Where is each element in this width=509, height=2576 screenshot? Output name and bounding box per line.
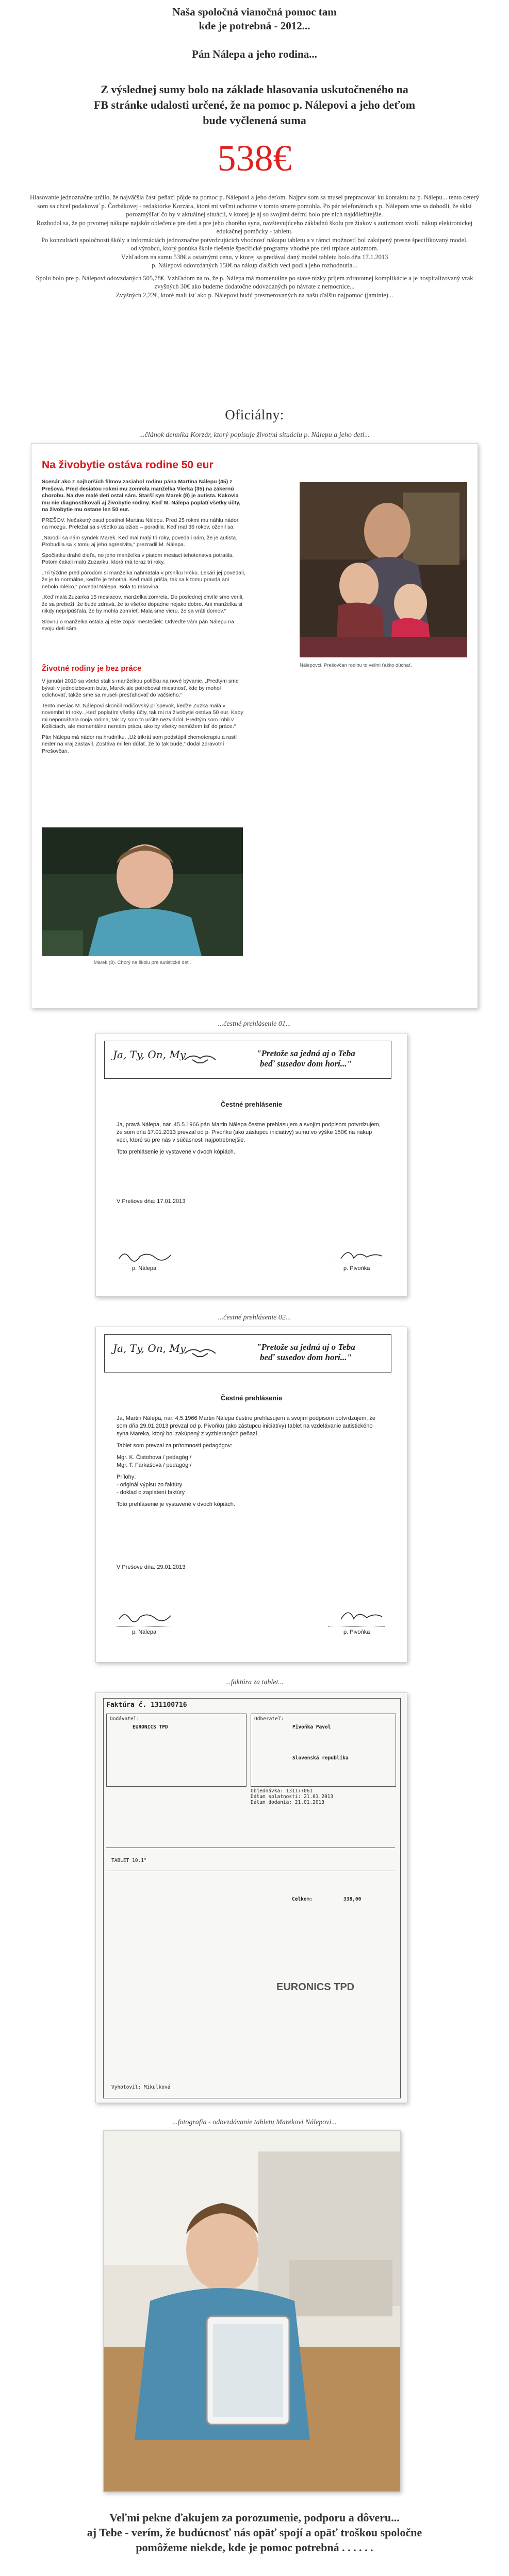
signature2-image <box>338 1605 385 1623</box>
invoice-footer: Vyhotovil: Mikulková <box>111 2084 171 2090</box>
declaration2-caption: ...čestné prehlásenie 02... <box>218 1314 291 1321</box>
amount: 538€ <box>217 138 292 179</box>
declaration2-document <box>95 1327 407 1663</box>
family-photo <box>300 482 467 657</box>
page-title-line1: Naša spoločná vianočná pomoc tam <box>172 6 337 18</box>
declaration2-name: Mgr. T. Farkašová / pedagóg / <box>117 1462 192 1468</box>
body-paragraph: Spolu bolo pre p. Nálepovi odovzdaných 505,78€. Vzhľadom na to, že p. Nálepa má momentálne po stave nízky príjem zdravotnej komplikácie a je hospitalizovaný vrak zvyšných 30€ ako budeme dodatočne odovzdaných po návrate z nemocnice... <box>36 274 473 290</box>
article-caption: ...článok denníka Korzár, ktorý popisuje životnú situáciu p. Nálepu a jeho detí... <box>139 431 370 439</box>
buyer-box <box>251 1714 396 1787</box>
declaration2-signer2: p. Pivoňka <box>343 1629 370 1635</box>
declaration1-text <box>117 1121 385 1160</box>
declaration2-header-box <box>104 1334 391 1372</box>
article-title: Na živobytie ostáva rodine 50 eur <box>42 459 214 471</box>
invoice-row-item: TABLET 10.1" <box>111 1858 147 1863</box>
article-paragraph: „Narodil sa nám syndek Marek. Keď mal malý tri roky, povedali nám, že je autista. Probudila sa k tomu aj jeho agresivita,“ prezradil M. Nálepa. <box>42 534 238 548</box>
invoice-stamp: EURONICS TPD <box>276 1981 355 1993</box>
article-clipping <box>31 443 478 1008</box>
body-paragraph: Hlasovanie jednoznačne určilo, že najväčšia časť peňazí pôjde na pomoc p. Nálepovi a jeho deťom. Najprv som sa musel prepracovať ku kontaktu na p. Nálepu... tento ceterý som sa chcel podakovať p. Čorbákovej - redaktorke Korzára, ktorá mi veľmi ochotne v tomto smere pomohla. Po pár telefonátoch s p. Nálepom sme sa dohodli, že sklsí porozmýšľať čo by v aktuálnej situácii, v ktorej je aj so svojimi deťmi bolo pre nich najdôležitejšie. <box>30 194 479 218</box>
marek-photo <box>42 827 243 956</box>
article-subheading: Životné rodiny je bez práce <box>42 664 142 673</box>
body-paragraph: Rozhodol sa, že po prvotnej nákupe najskôr oblečenie pre deti a pre jeho chorého syna, navštevujúceho základnú školu pre žiakov s autizmom zvolil nákup elektronickej edukačnej pomôcky - tabletu. <box>36 219 473 235</box>
signature1-image <box>117 1608 173 1623</box>
handover-photo <box>103 2130 401 2492</box>
body-paragraph: Zvyšných 2,22€, ktoré mali ísť ako p. Nálepovi budú presmerovaných na našu ďalšiu najpomoc (jaminie)... <box>116 291 393 299</box>
invoice-date-line: Dátum splatnosti: 21.01.2013 <box>251 1794 334 1800</box>
article-paragraph: Spočiatku drahé dieťa, no jeho manželka v piatom mesiaci tehotenstva potratila. Potom čakali malú Zuzanku, ktorá má teraz tri roky. <box>42 552 234 565</box>
declaration2-text3: Toto prehlásenie je vystavené v dvoch kópiách. <box>117 1501 235 1507</box>
declaration2-place-date: V Prešove dňa: 29.01.2013 <box>117 1564 186 1570</box>
article-column-2 <box>42 678 245 758</box>
invoice-document <box>95 1692 407 2103</box>
marek-photo-caption: Marek (8). Chorý na školu pre autistické deti. <box>93 960 191 965</box>
declaration1-header-box <box>104 1041 391 1079</box>
body-paragraph: od výrobcu, ktorý ponúka škole riešenie špecifické programy vhodné pre deti trpiace autizmom. <box>130 245 379 252</box>
body-paragraph: p. Nálepovi odovzdaných 150€ na nákup ďalších vecí podľa jeho rozhodnutia... <box>152 262 357 269</box>
declaration1-place-date: V Prešove dňa: 17.01.2013 <box>117 1198 186 1205</box>
invoice-caption: ...faktúra za tablet... <box>225 1679 284 1686</box>
declaration2-motto: "Pretože sa jedná aj o Teba beď susedov dom horí..." <box>256 1342 355 1362</box>
article-column-1 <box>42 479 245 636</box>
closing-line2: aj Tebe - verím, že budúcnosť nás opäť spojí a opäť troškou spoločne <box>87 2526 422 2539</box>
closing-line3: pomôžeme niekde, kde je pomoc potrebná . . . . . . <box>136 2541 373 2554</box>
declaration2-name: Mgr. K. Čistohova / pedagóg / <box>117 1454 191 1461</box>
body-paragraph: Vzhľadom na sumu 538€ a ostatnými cenu, v ktorej sa predával daný model tabletu bolo dňa 17.1.2013 <box>121 253 388 261</box>
signature2-image <box>338 1246 385 1262</box>
intro-line3: bude vyčlenená suma <box>203 114 306 127</box>
declaration2-text1: Ja, Martin Nálepa, nar. 4.5.1966 Martin Nálepa čestne prehlasujem a svojím podpisom potvrdzujem, že som dňa 29.01.2013 prevzal od p. Pivoňku (ako zástupcu iniciatívy) tablet na vzdelávanie autistického syna Mareka, ktorý bol zakúpený z vyzbieraných peňazí. <box>117 1415 375 1437</box>
handshake-icon <box>182 1050 218 1066</box>
signature1-image <box>117 1247 173 1263</box>
declaration1-signer1: p. Nálepa <box>132 1265 157 1272</box>
family-photo-caption: Nálepovci. Prešovčan rodinu to veľmi ťažko dúchať. <box>300 663 412 668</box>
article-lead: Scenár ako z najhorších filmov zasiahol rodinu pána Martina Nálepu (45) z Prešova. Pred desiatou rokmi mu zomrela manželka Vierka (35) na zákernú chorobu. Na dve malé deti ostal sám. Starší syn Marek (8) je autista. Kakovia mu nie diagnostikovali aj živobytie rodiny. Keď M. Nálepa poplatí všetky účty, na živobytie mu ostane len 50 eur. <box>42 479 241 513</box>
article-paragraph: „Tri týždne pred pôrodom si manželka nahmatala v prsníku hrčku. Lekári jej povedali, že je to normálne, keďže je tehotná. Keď malá prišla, tak sa k tomu pravda ani nebolo mleko,“ povedal Nálepa. Bola to rakovina. <box>42 569 245 590</box>
declaration2-priloha: - originál výpisu zo faktúry <box>117 1482 183 1488</box>
article-paragraph: PREŠOV. Nečakaný osud postihol Martina Nálepu. Pred 25 rokmi mu náhlu nádor na mozgu. Preležal sa s všetko za ožiab – poradila. Keď mal 36 rokov, oženil sa. <box>42 517 239 530</box>
declaration1-motto: "Pretože sa jedná aj o Teba beď susedov dom horí..." <box>256 1048 355 1069</box>
invoice-total: 338,00 <box>343 1896 362 1902</box>
article-paragraph: V januári 2010 sa všetci stali s manželkou políčku na nové bývanie. „Predtým sme bývali v jednoizbovom bute, Marek ale potreboval miestnosť, kde by mohol odichovať, takže sme sa museli presťahovať do väčšieho.“ <box>42 678 239 698</box>
article-paragraph: Pán Nálepa má nádor na hrudníku. „Už trikrát som podstúpil chemoterapiu a rastí neder na vraj zastavil. Zostáva mi len dúfať, že to tak bude,“ dodal zdravotní Prešovčan. <box>42 734 237 754</box>
buyer-name: Pivoňka Pavol <box>292 1724 331 1730</box>
page-subtitle: Pán Nálepa a jeho rodina... <box>192 48 317 60</box>
intro-line2: FB stránke udalosti určené, že na pomoc p. Nálepovi a jeho deťom <box>93 98 416 111</box>
declaration2-prilohy-label: Prílohy: <box>117 1474 136 1480</box>
buyer-label: Odberateľ: <box>254 1716 284 1722</box>
closing-text <box>0 2510 509 2555</box>
invoice-date-line: Dátum dodania: 21.01.2013 <box>251 1800 324 1805</box>
article-paragraph: Tento mesiac M. Nálepovi skončil rodičovský príspevok, keďže Zuzka malá v novembri tri roky. „Keď poplatím všetky účty, tak mi na živobytie ostáva 50 eur. Kaby mi nepomáhala moja rodina, tak by som to určite nezvládol. Predtým som robil v Košiciach, ale momentálne nemám prácu, ako by všetky nemôžem ísť do práce.“ <box>42 702 243 730</box>
supplier-box <box>106 1714 247 1787</box>
page-title-line2: kde je potrebná - 2012... <box>199 20 310 32</box>
declaration1-document <box>95 1033 407 1297</box>
article-paragraph: „Keď malá Zuzanka 15 mesiacov, manželka zomrela. Do poslednej chvíle sme verili, že sa prebeží, že bude zdravá, že to všetko dopadne nejako dobre. Ani manželka si nikdy nepripúšťala, že by mohla zomrieť. Mala sme vieru, že sa vráti domov.“ <box>42 594 244 614</box>
invoice-date-line: Objednávka: 131177061 <box>251 1788 313 1794</box>
declaration1-logo: Ja, Ty, On, My <box>113 1048 186 1061</box>
body-paragraph: Po konzultácii spoločnosti škôly a informáciách jednoznačne potvrdzujúcich vhodnosť nákupu tabletu a v rámci možností bol zakúpený presne špecifikovaný model, <box>41 236 468 244</box>
official-heading: Oficiálny: <box>225 407 284 422</box>
declaration1-signer2: p. Pivoňka <box>343 1265 370 1272</box>
intro-line1: Z výslednej sumy bolo na základe hlasovania uskutočneného na <box>101 83 408 96</box>
declaration1-text2: Toto prehlásenie je vystavené v dvoch kópiách. <box>117 1149 235 1155</box>
invoice-title: Faktúra č. 131100716 <box>106 1701 187 1709</box>
buyer-country: Slovenská republika <box>292 1755 349 1761</box>
body-text <box>28 193 481 299</box>
closing-line1: Veľmi pekne ďakujem za porozumenie, podporu a dôveru... <box>109 2511 400 2524</box>
declaration1-title: Čestné prehlásenie <box>220 1100 283 1108</box>
supplier-name: EURONICS TPD <box>133 1724 168 1730</box>
declaration2-signer1: p. Nálepa <box>132 1629 157 1635</box>
declaration2-priloha: - doklad o zaplatení faktúry <box>117 1489 185 1496</box>
declaration2-title: Čestné prehlásenie <box>220 1394 283 1402</box>
photo-caption: ...fotografia - odovzdávanie tabletu Marekovi Nálepovi... <box>172 2119 337 2126</box>
declaration1-text1: Ja, pravá Nálepa, nar. 45.5.1966 pán Martin Nálepa čestne prehlasujem a svojím podpisom potvrdzujem, že som dňa 17.01.2013 prevzal od p. Pivoňku (ako zástupcu iniciatívy) sumu vo výške 150€ na nákup vecí, ktoré sú pre nás v súčasnosti najpotrebnejšie. <box>117 1122 381 1143</box>
article-paragraph: Slovnú o manželka ostala aj ešte zopár mestečiek: Odveďte vám pán Nálepu na svoju deti sám. <box>42 618 234 632</box>
supplier-label: Dodávateľ: <box>110 1716 140 1722</box>
handshake-icon <box>182 1344 218 1360</box>
declaration1-caption: ...čestné prehlásenie 01... <box>218 1020 291 1028</box>
invoice-total-label: Celkom: <box>292 1896 313 1902</box>
declaration2-text <box>117 1415 385 1513</box>
invoice-dates <box>251 1788 333 1805</box>
declaration2-logo: Ja, Ty, On, My <box>113 1342 186 1354</box>
declaration2-text2: Tablet som prevzal za prítomnosti pedagógov: <box>117 1443 233 1449</box>
